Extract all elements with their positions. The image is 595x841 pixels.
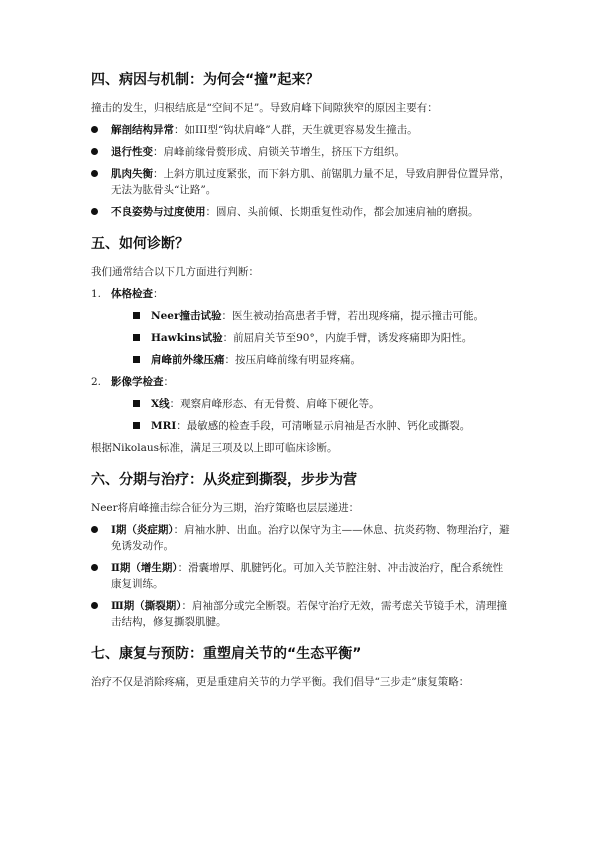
bullet-dot-icon xyxy=(91,126,98,133)
section-4-intro: 撞击的发生，归根结底是“空间不足”。导致肩峰下间隙狭窄的原因主要有： xyxy=(91,102,438,114)
section-5-intro: 我们通常结合以下几方面进行判断： xyxy=(91,266,259,278)
list-item: Ⅲ期（撕裂期）：肩袖部分或完全断裂。若保守治疗无效，需考虑关节镜手术，清理撞击结构，修复撕裂肌腱。 xyxy=(91,598,511,630)
list-item: 肌肉失衡：上斜方肌过度紧张，而下斜方肌、前锯肌力量不足，导致肩胛骨位置异常，无法为肱骨头“让路”。 xyxy=(91,166,511,198)
list-item: 肩峰前外缘压痛：按压肩峰前缘有明显疼痛。 xyxy=(133,352,511,368)
section-7-heading: 七、康复与预防：重塑肩关节的“生态平衡” xyxy=(91,646,362,662)
list-item: Neer撞击试验：医生被动抬高患者手臂，若出现疼痛，提示撞击可能。 xyxy=(133,308,511,324)
bullet-square-icon xyxy=(133,312,140,319)
section-6-list xyxy=(91,522,511,630)
bullet-dot-icon xyxy=(91,526,98,533)
list-item: Hawkins试验：前屈肩关节至90°，内旋手臂，诱发疼痛即为阳性。 xyxy=(133,330,511,346)
section-6-heading: 六、分期与治疗：从炎症到撕裂，步步为营 xyxy=(91,472,357,488)
section-7-intro: 治疗不仅是消除疼痛，更是重建肩关节的力学平衡。我们倡导“三步走”康复策略： xyxy=(91,676,470,688)
list-item: MRI：最敏感的检查手段，可清晰显示肩袖是否水肿、钙化或撕裂。 xyxy=(133,418,511,434)
bullet-dot-icon xyxy=(91,602,98,609)
list-item: Ⅰ期（炎症期）：肩袖水肿、出血。治疗以保守为主——休息、抗炎药物、物理治疗，避免诱发动作。 xyxy=(91,522,511,554)
list-item: X线：观察肩峰形态、有无骨赘、肩峰下硬化等。 xyxy=(133,396,511,412)
bullet-dot-icon xyxy=(91,148,98,155)
bullet-dot-icon xyxy=(91,564,98,571)
list-item: 2. 影像学检查： X线：观察肩峰形态、有无骨赘、肩峰下硬化等。 MRI：最敏感的检查手段，可清晰显示肩袖是否水肿、钙化或撕裂。 xyxy=(91,374,511,434)
bullet-dot-icon xyxy=(91,170,98,177)
section-4-heading: 四、病因与机制：为何会“撞”起来？ xyxy=(91,72,320,88)
bullet-dot-icon xyxy=(91,208,98,215)
bullet-square-icon xyxy=(133,334,140,341)
section-4-list xyxy=(91,122,511,220)
list-item: 解剖结构异常：如III型“钩状肩峰”人群，天生就更容易发生撞击。 xyxy=(91,122,511,138)
list-item: 不良姿势与过度使用：圆肩、头前倾、长期重复性动作，都会加速肩袖的磨损。 xyxy=(91,204,511,220)
section-5-heading: 五、如何诊断？ xyxy=(91,236,189,252)
section-5-list xyxy=(91,286,511,434)
bullet-square-icon xyxy=(133,400,140,407)
list-item: 1. 体格检查： Neer撞击试验：医生被动抬高患者手臂，若出现疼痛，提示撞击可能。 Hawkins试验：前屈肩关节至90°，内旋手臂，诱发疼痛即为阳性。 肩峰前外缘压痛：按压肩峰前缘有明显疼痛。 xyxy=(91,286,511,368)
section-6-intro: Neer将肩峰撞击综合征分为三期，治疗策略也层层递进： xyxy=(91,502,360,514)
bullet-square-icon xyxy=(133,422,140,429)
list-item: Ⅱ期（增生期）：滑囊增厚、肌腱钙化。可加入关节腔注射、冲击波治疗，配合系统性康复训练。 xyxy=(91,560,511,592)
section-5-outro: 根据Nikolaus标准，满足三项及以上即可临床诊断。 xyxy=(91,442,338,454)
document-page xyxy=(91,70,511,690)
list-item: 退行性变：肩峰前缘骨赘形成、肩锁关节增生，挤压下方组织。 xyxy=(91,144,511,160)
bullet-square-icon xyxy=(133,356,140,363)
